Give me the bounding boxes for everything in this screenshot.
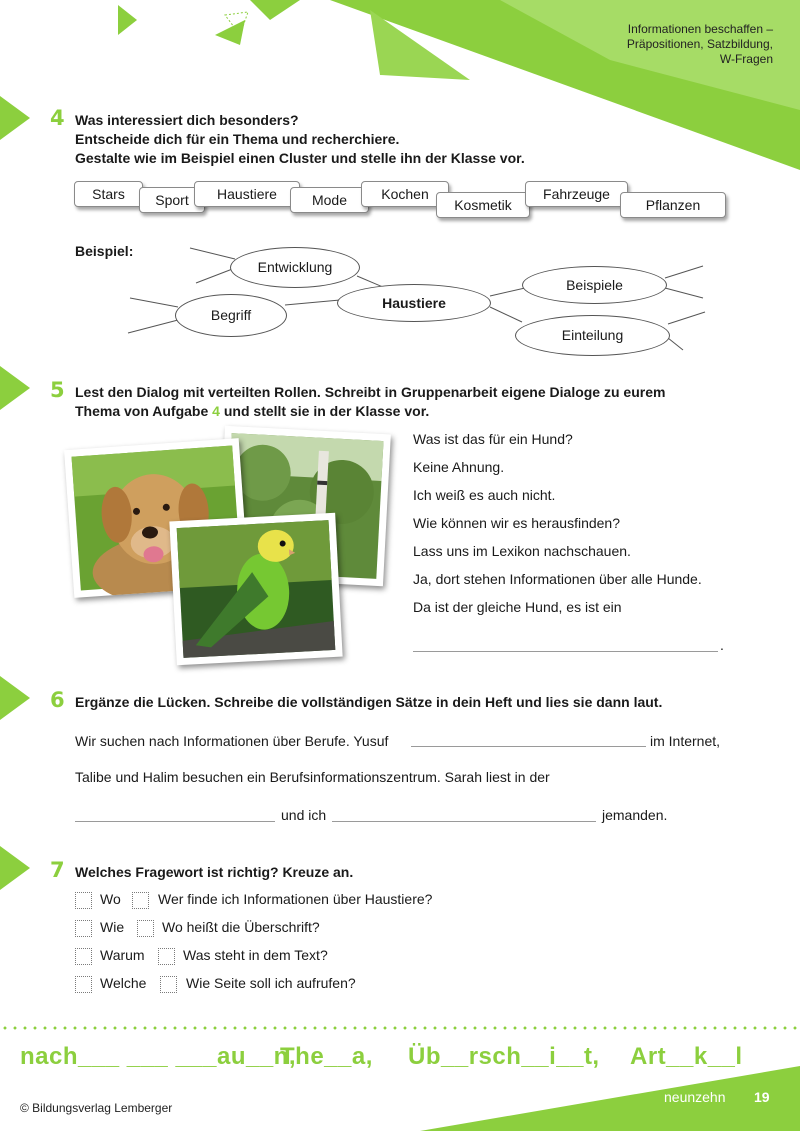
cluster-line [490, 288, 525, 296]
checkbox-word-wo[interactable] [75, 892, 92, 909]
task6-sentence3-mid: und ich [281, 807, 327, 823]
topic-tag-fahrzeuge: Fahrzeuge [525, 181, 628, 207]
option-word-wie: Wie [100, 919, 125, 935]
checkbox-question-4[interactable] [160, 976, 177, 993]
task4-line1: Was interessiert dich besonders? [75, 112, 299, 128]
task4-line2: Entscheide dich für ein Thema und recherchiere. [75, 131, 400, 147]
gap-word-4: Art__k__l [630, 1043, 743, 1070]
task4-number: 4 [50, 106, 65, 130]
checkbox-question-2[interactable] [137, 920, 154, 937]
cluster-line [128, 320, 178, 333]
option-word-warum: Warum [100, 947, 145, 963]
cluster-line [665, 288, 703, 298]
cluster-line [190, 248, 235, 259]
dialog-line: Da ist der gleiche Hund, es ist ein [413, 599, 622, 615]
chapter-heading-line3: W-Fragen [719, 52, 773, 66]
topic-tag-haustiere: Haustiere [194, 181, 300, 207]
task6-blank2[interactable] [75, 821, 275, 822]
cluster-line [668, 312, 705, 324]
copyright-notice: © Bildungsverlag Lemberger [20, 1101, 173, 1115]
cluster-node-einteilung: Einteilung [515, 315, 670, 356]
task6-number: 6 [50, 688, 65, 712]
topic-tag-mode: Mode [290, 187, 369, 213]
dotted-divider [0, 1026, 800, 1030]
dialog-answer-blank[interactable] [413, 651, 718, 652]
page-number-word: neunzehn [664, 1089, 726, 1105]
task6-sentence1-end: im Internet, [650, 733, 721, 749]
dialog-line: Keine Ahnung. [413, 459, 505, 475]
cluster-node-beispiele: Beispiele [522, 266, 667, 304]
cluster-node-center: Haustiere [337, 284, 491, 322]
option-word-welche: Welche [100, 975, 147, 991]
cluster-line [490, 307, 522, 322]
task7-instruction: Welches Fragewort ist richtig? Kreuze an. [75, 864, 354, 880]
dialog-line: Wie können wir es herausfinden? [413, 515, 621, 531]
task6-blank1[interactable] [411, 746, 646, 747]
option-question-4: Wie Seite soll ich aufrufen? [186, 975, 356, 991]
cluster-node-begriff: Begriff [175, 294, 287, 337]
task6-instruction: Ergänze die Lücken. Schreibe die vollständigen Sätze in dein Heft und lies sie dann laut. [75, 694, 663, 710]
chapter-heading-line1: Informationen beschaffen – [627, 22, 773, 36]
task5-number: 5 [50, 378, 65, 402]
task4-line3: Gestalte wie im Beispiel einen Cluster und stelle ihn der Klasse vor. [75, 150, 525, 166]
dialog-line: Ja, dort stehen Informationen über alle Hunde. [413, 571, 702, 587]
dialog-line: Was ist das für ein Hund? [413, 431, 573, 447]
gap-word-3: Üb__rsch__i__t, [408, 1043, 600, 1070]
task7-number: 7 [50, 858, 65, 882]
topic-tag-kochen: Kochen [361, 181, 449, 207]
page-number: 19 [754, 1089, 770, 1105]
checkbox-word-welche[interactable] [75, 976, 92, 993]
task5-line2-pre: Thema von Aufgabe [75, 403, 213, 419]
example-label: Beispiel: [75, 243, 134, 259]
task6-sentence1: Wir suchen nach Informationen über Berufe. Yusuf [75, 733, 389, 749]
task5-line2 [75, 402, 665, 421]
checkbox-word-wie[interactable] [75, 920, 92, 937]
checkbox-question-3[interactable] [158, 948, 175, 965]
option-word-wo: Wo [100, 891, 121, 907]
task5-instruction [75, 383, 665, 421]
dialog-line: Ich weiß es auch nicht. [413, 487, 556, 503]
cluster-line [196, 268, 235, 283]
cluster-line [668, 338, 683, 350]
task5-line2-post: und stellt sie in der Klasse vor. [219, 403, 430, 419]
option-question-3: Was steht in dem Text? [183, 947, 328, 963]
topic-tag-pflanzen: Pflanzen [620, 192, 726, 218]
budgie-image [169, 513, 342, 665]
budgie-photo [169, 513, 342, 665]
task5-line1: Lest den Dialog mit verteilten Rollen. Schreibt in Gruppenarbeit eigene Dialoge zu eurem [75, 384, 666, 400]
cluster-line [285, 300, 340, 305]
task6-sentence2: Talibe und Halim besuchen ein Berufsinformationszentrum. Sarah liest in der [75, 769, 550, 785]
checkbox-word-warum[interactable] [75, 948, 92, 965]
task6-blank3[interactable] [332, 821, 596, 822]
cluster-node-entwicklung: Entwicklung [230, 247, 360, 288]
chapter-heading-line2: Präpositionen, Satzbildung, [626, 37, 773, 51]
option-question-1: Wer finde ich Informationen über Haustiere? [158, 891, 433, 907]
task6-sentence3-end: jemanden. [602, 807, 668, 823]
gap-word-1: nach___ ___ ___au__n, [20, 1043, 297, 1070]
topic-tag-stars: Stars [74, 181, 143, 207]
dialog-end-dot: . [720, 637, 724, 653]
option-question-2: Wo heißt die Überschrift? [162, 919, 320, 935]
task5-task-reference: 4 [212, 403, 220, 419]
dialog-line: Lass uns im Lexikon nachschauen. [413, 543, 631, 559]
gap-word-2: The__a, [280, 1043, 373, 1070]
topic-tag-sport: Sport [139, 187, 205, 213]
cluster-line [665, 266, 703, 278]
topic-tag-kosmetik: Kosmetik [436, 192, 530, 218]
checkbox-question-1[interactable] [132, 892, 149, 909]
cluster-line [130, 298, 178, 307]
